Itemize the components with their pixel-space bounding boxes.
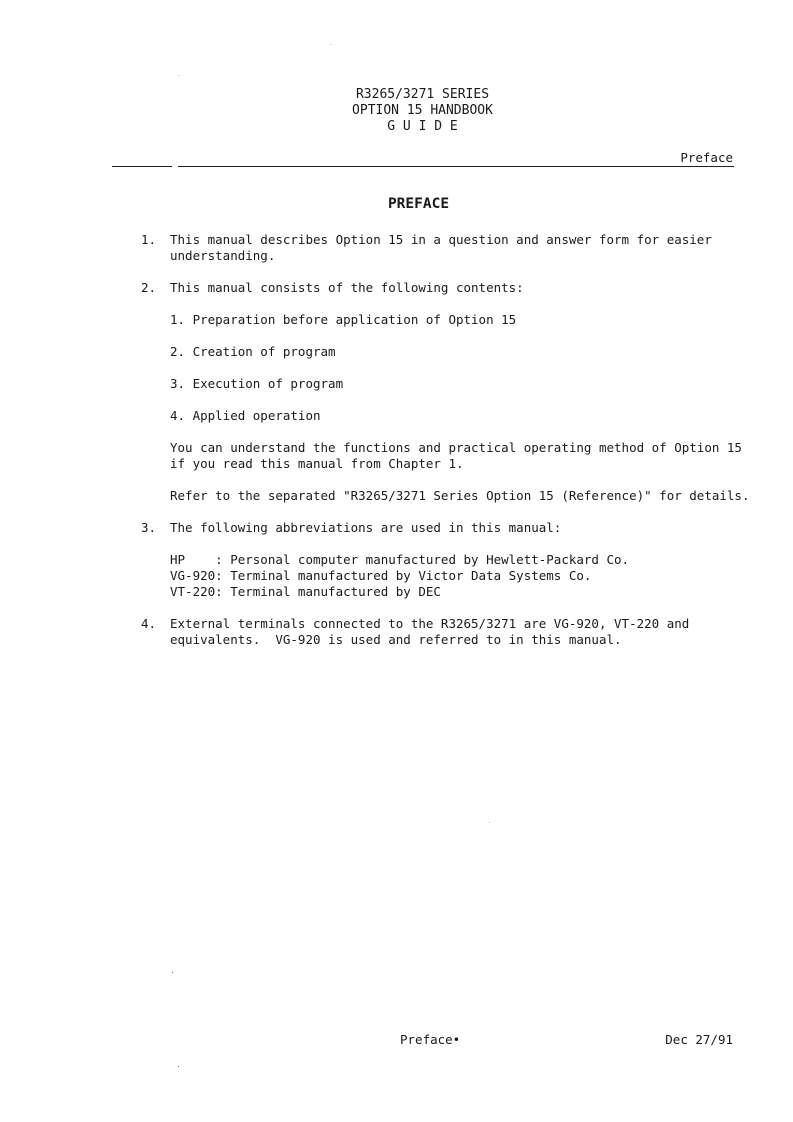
item-text-line: equivalents. VG-920 is used and referred to in this manual. — [170, 632, 622, 647]
list-item: 2. Creation of program — [170, 344, 336, 359]
scan-speck — [489, 822, 490, 823]
header-guide: G U I D E — [387, 119, 458, 134]
abbreviation-line: HP : Personal computer manufactured by Hewlett-Packard Co. — [170, 552, 630, 567]
header-rule-left — [112, 166, 172, 167]
list-item: 3. Execution of program — [170, 376, 344, 391]
scan-speck — [172, 972, 173, 973]
item-text-line: The following abbreviations are used in this manual: — [170, 520, 562, 535]
item-text-line: This manual describes Option 15 in a question and answer form for easier — [170, 232, 712, 247]
abbreviation-line: VT-220: Terminal manufactured by DEC — [170, 584, 441, 599]
abbreviation-line: VG-920: Terminal manufactured by Victor Data Systems Co. — [170, 568, 592, 583]
item-text-line: This manual consists of the following contents: — [170, 280, 524, 295]
item-number: 4. — [141, 616, 157, 631]
item-number: 1. — [141, 232, 157, 247]
footer-section: Preface• — [400, 1032, 461, 1047]
scan-speck — [330, 44, 331, 45]
paragraph-line: You can understand the functions and practical operating method of Option 15 — [170, 440, 742, 455]
scan-speck — [178, 1066, 179, 1067]
item-number: 3. — [141, 520, 157, 535]
list-item: 4. Applied operation — [170, 408, 321, 423]
item-text-line: understanding. — [170, 248, 276, 263]
scan-speck — [178, 75, 179, 76]
item-text-line: External terminals connected to the R3265/3271 are VG-920, VT-220 and — [170, 616, 690, 631]
footer-date: Dec 27/91 — [665, 1032, 733, 1047]
list-item: 1. Preparation before application of Option 15 — [170, 312, 517, 327]
page-title: PREFACE — [387, 196, 450, 212]
item-number: 2. — [141, 280, 157, 295]
header-series: R3265/3271 SERIES — [355, 87, 490, 102]
header-handbook: OPTION 15 HANDBOOK — [352, 103, 493, 118]
paragraph-line: Refer to the separated "R3265/3271 Series Option 15 (Reference)" for details. — [170, 488, 750, 503]
header-rule — [178, 166, 734, 167]
paragraph-line: if you read this manual from Chapter 1. — [170, 456, 464, 471]
section-label: Preface — [680, 150, 733, 165]
